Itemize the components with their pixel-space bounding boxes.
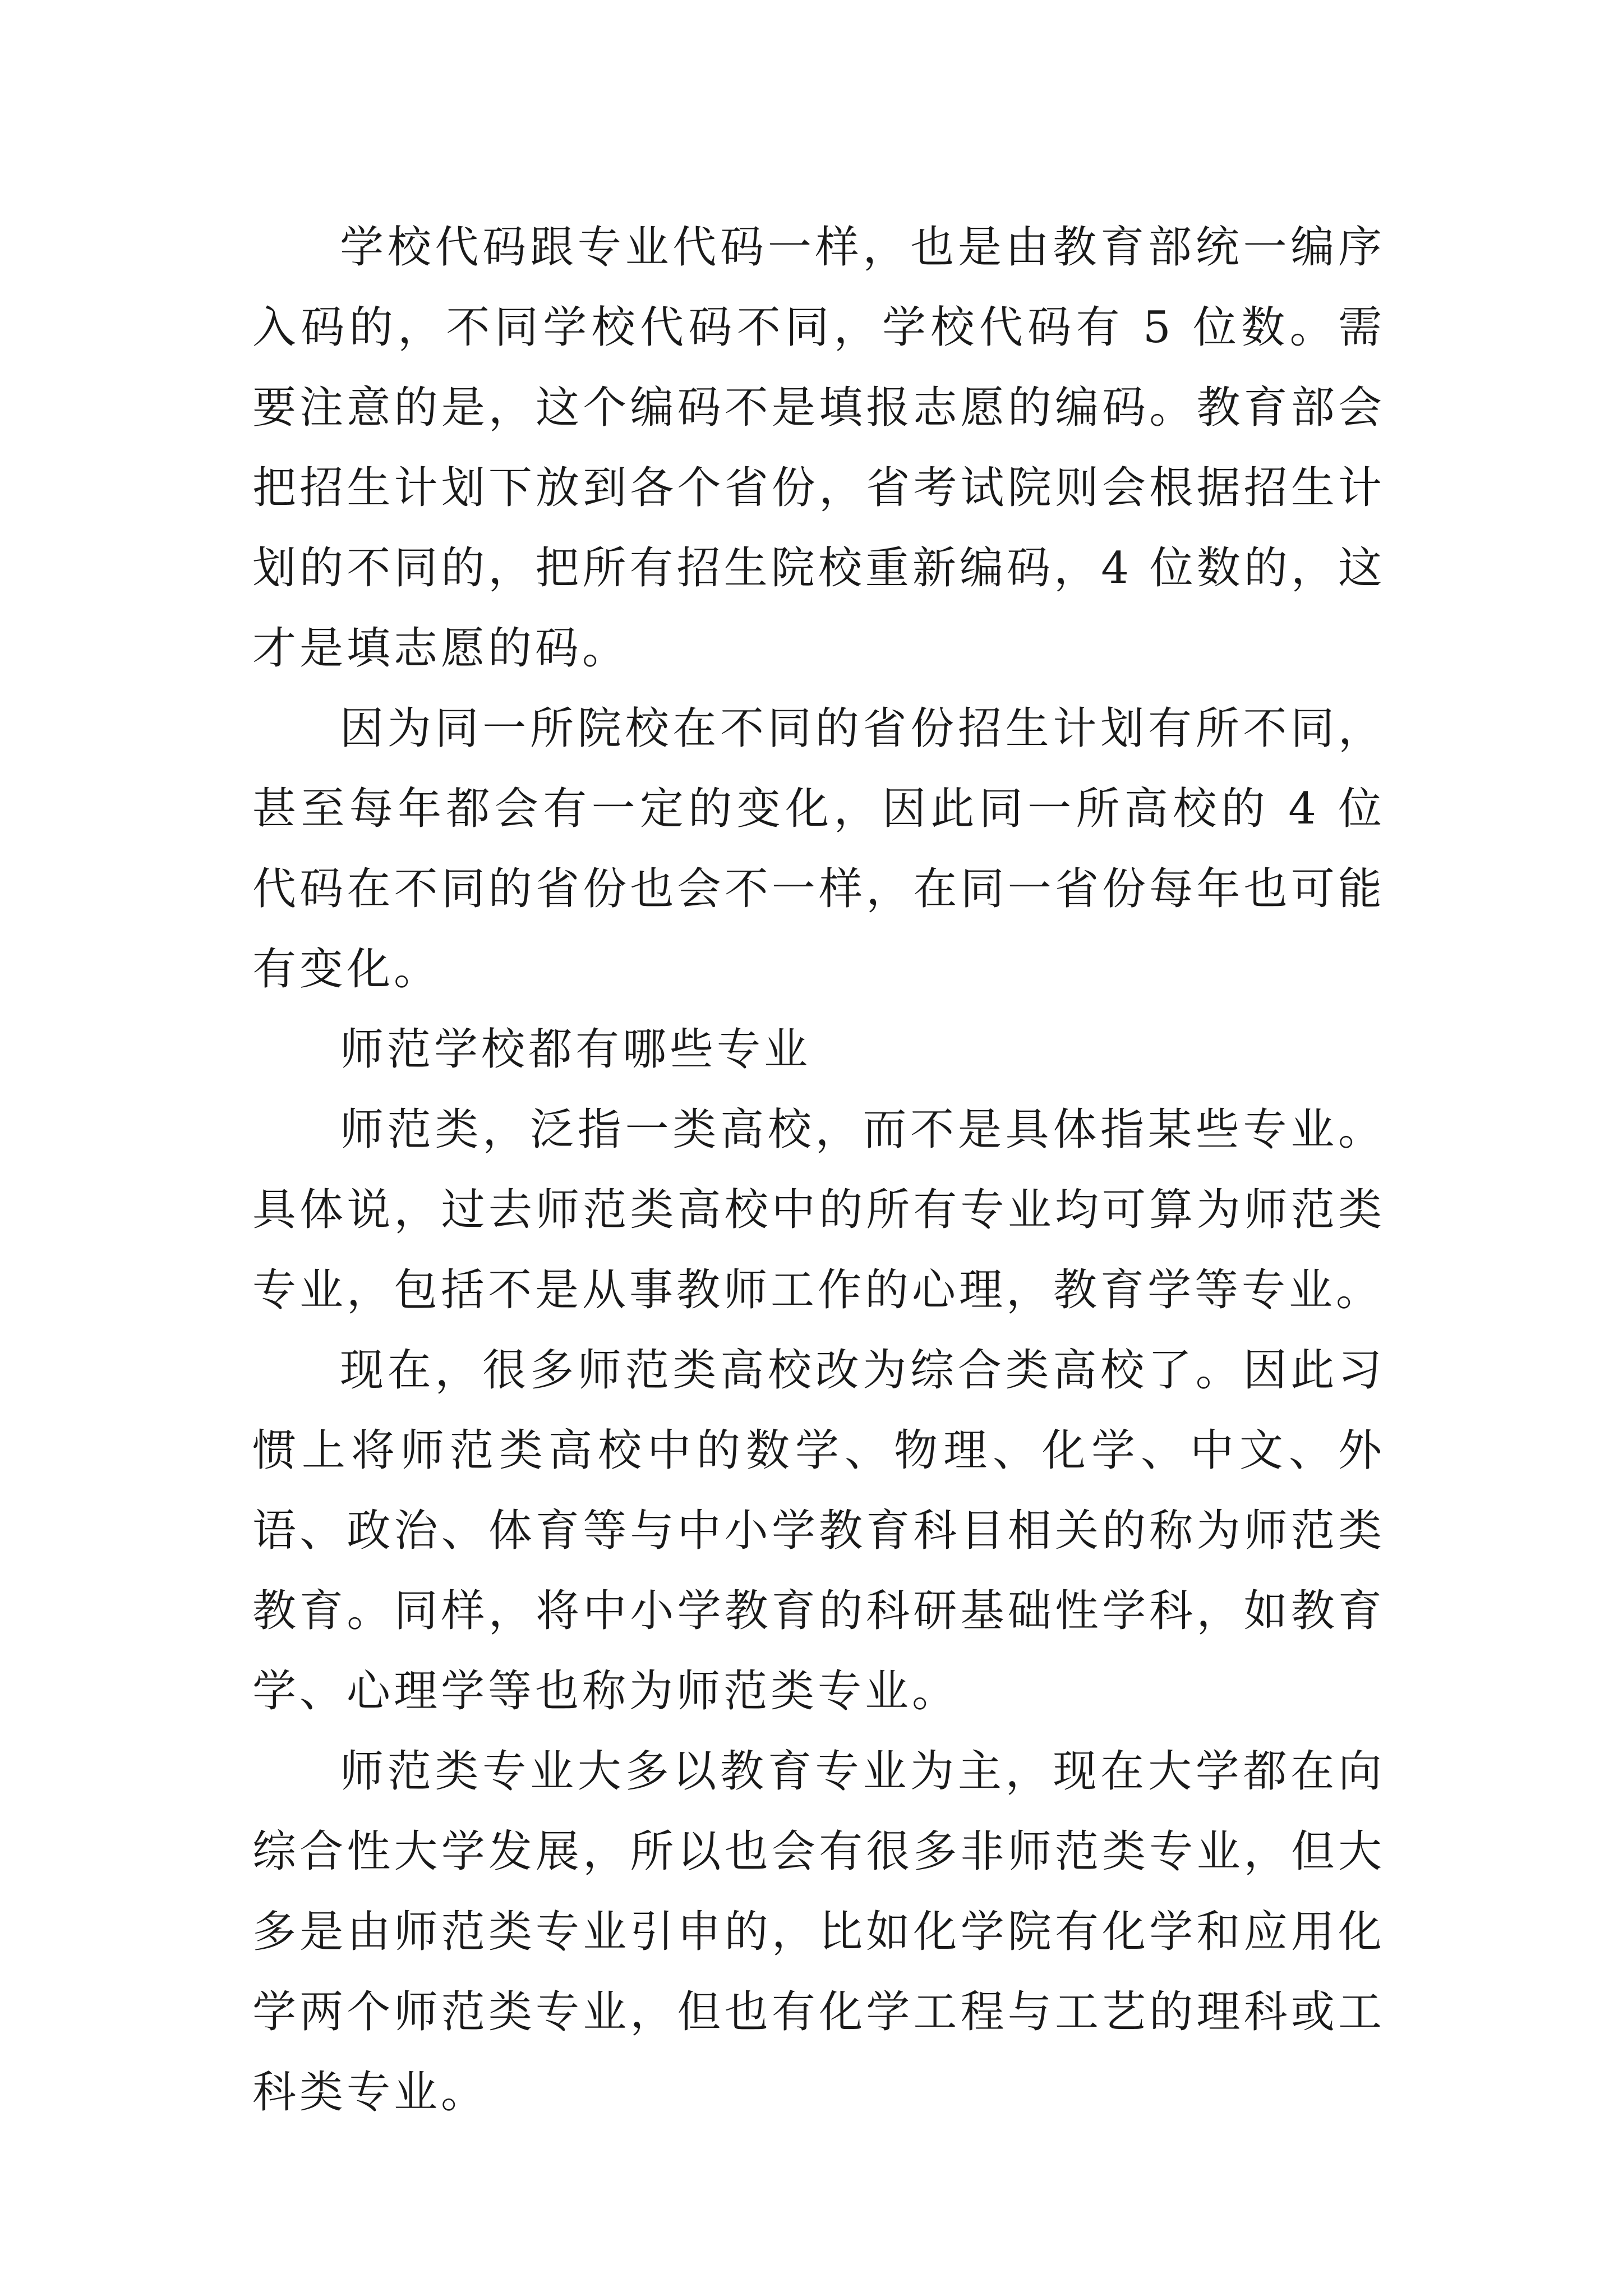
document-page bbox=[252, 208, 1385, 2133]
paragraph-normal-majors: 师范类专业大多以教育专业为主，现在大学都在向综合性大学发展，所以也会有很多非师范类专业，但大多是由师范类专业引申的，比如化学院有化学和应用化学两个师范类专业，但也有化学工程与工艺的理科或工科类专业。 bbox=[252, 1746, 1385, 2118]
paragraph-normal-now: 现在，很多师范类高校改为综合类高校了。因此习惯上将师范类高校中的数学、物理、化学、中文、外语、政治、体育等与中小学教育科目相关的称为师范类教育。同样，将中小学教育的科研基础性学科，如教育学、心理学等也称为师范类专业。 bbox=[252, 1345, 1385, 1717]
paragraph-school-code: 学校代码跟专业代码一样，也是由教育部统一编序入码的，不同学校代码不同，学校代码有 5 位数。需要注意的是，这个编码不是填报志愿的编码。教育部会把招生计划下放到各个省份，省考试院则会根据招生计划的不同的，把所有招生院校重新编码，4 位数的，这才是填志愿的码。 bbox=[252, 222, 1385, 674]
paragraph-normal-definition: 师范类，泛指一类高校，而不是具体指某些专业。具体说，过去师范类高校中的所有专业均可算为师范类专业，包括不是从事教师工作的心理，教育学等专业。 bbox=[252, 1105, 1385, 1315]
section-heading: 师范学校都有哪些专业 bbox=[340, 1024, 811, 1075]
paragraph-code-variation: 因为同一所院校在不同的省份招生计划有所不同，甚至每年都会有一定的变化，因此同一所高校的 4 位代码在不同的省份也会不一样，在同一省份每年也可能有变化。 bbox=[252, 703, 1385, 995]
